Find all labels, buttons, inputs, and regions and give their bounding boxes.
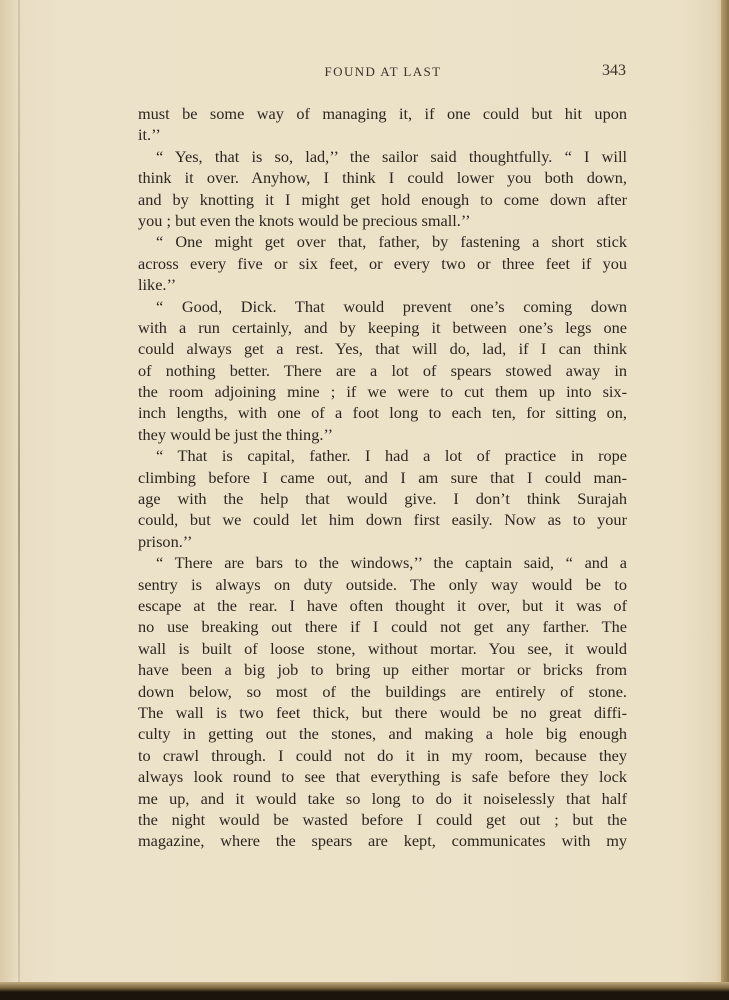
- text-line: inch lengths, with one of a foot long to each ten, for sitting on,: [138, 403, 627, 423]
- text-line: age with the help that would give. I don’t think Surajah: [138, 489, 627, 509]
- text-line: you ; but even the knots would be precious small.’’: [138, 210, 471, 230]
- text-line: the night would be wasted before I could get out ; but the: [138, 809, 627, 829]
- page-edge-bottom: [0, 982, 729, 1000]
- text-line: think it over. Anyhow, I think I could lower you both down,: [138, 168, 627, 188]
- page-header: [140, 62, 626, 84]
- text-line: wall is built of loose stone, without mortar. You see, it would: [138, 638, 627, 658]
- text-line: “ That is capital, father. I had a lot of practice in rope: [156, 446, 627, 466]
- text-line: they would be just the thing.’’: [138, 424, 334, 444]
- text-line: must be some way of managing it, if one could but hit upon: [138, 104, 627, 123]
- text-line: it.’’: [138, 125, 161, 145]
- text-line: prison.’’: [138, 531, 193, 551]
- running-head: FOUND AT LAST: [324, 64, 442, 79]
- text-line: and by knotting it I might get hold enough to come down after: [138, 189, 627, 209]
- text-line: like.’’: [138, 275, 177, 295]
- body-text: [138, 103, 627, 852]
- text-line: “ Yes, that is so, lad,’’ the sailor said thoughtfully. “ I will: [156, 146, 627, 166]
- text-line: could, but we could let him down first easily. Now as to your: [138, 510, 627, 530]
- text-line: no use breaking out there if I could not get any farther. The: [138, 617, 627, 637]
- text-line: to crawl through. I could not do it in my room, because they: [138, 745, 627, 765]
- text-line: the room adjoining mine ; if we were to cut them up into six-: [138, 382, 627, 402]
- text-line: me up, and it would take so long to do it noiselessly that half: [138, 788, 627, 808]
- text-line: escape at the rear. I have often thought it over, but it was of: [138, 595, 627, 615]
- text-line: The wall is two feet thick, but there would be no great diffi-: [138, 702, 627, 722]
- text-line: with a run certainly, and by keeping it between one’s legs one: [138, 317, 627, 337]
- text-line: culty in getting out the stones, and making a hole big enough: [138, 724, 627, 744]
- binding-gutter: [18, 0, 20, 1000]
- page-edge-right: [721, 0, 729, 1000]
- text-line: of nothing better. There are a lot of spears stowed away in: [138, 360, 627, 380]
- text-line: always look round to see that everything is safe before they lock: [138, 767, 627, 787]
- text-line: across every five or six feet, or every two or three feet if you: [138, 253, 627, 273]
- text-line: climbing before I came out, and I am sure that I could man-: [138, 467, 627, 487]
- text-line: have been a big job to bring up either mortar or bricks from: [138, 660, 627, 680]
- text-line: “ Good, Dick. That would prevent one’s coming down: [156, 296, 627, 316]
- text-line: sentry is always on duty outside. The only way would be to: [138, 574, 627, 594]
- text-line: “ One might get over that, father, by fastening a short stick: [156, 232, 627, 252]
- text-line: magazine, where the spears are kept, communicates with my: [138, 831, 627, 851]
- text-line: could always get a rest. Yes, that will do, lad, if I can think: [138, 339, 627, 359]
- text-line: “ There are bars to the windows,’’ the captain said, “ and a: [156, 553, 627, 573]
- page-number: 343: [602, 62, 626, 79]
- text-line: down below, so most of the buildings are entirely of stone.: [138, 681, 627, 701]
